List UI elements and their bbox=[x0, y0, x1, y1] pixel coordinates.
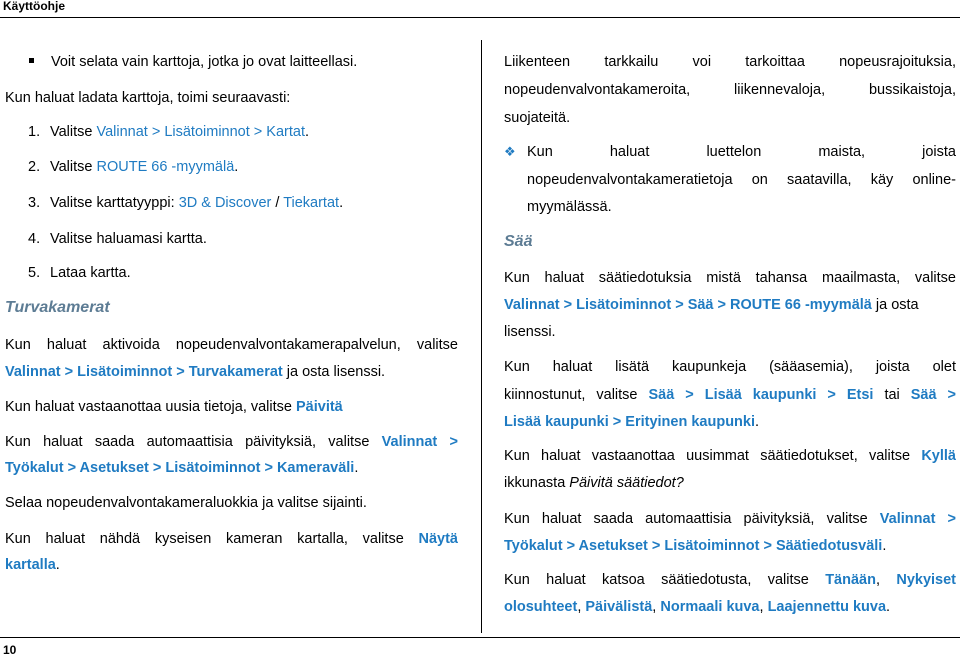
p5-line1: Kun haluat nähdä kyseisen kameran kartalla, valitse Näytä bbox=[5, 531, 458, 547]
section-title-saa: Sää bbox=[504, 233, 533, 250]
p4: Selaa nopeudenvalvontakameraluokkia ja valitse sijainti. bbox=[5, 495, 367, 511]
p3-line1: Kun haluat saada automaattisia päivityksiä, valitse Valinnat > bbox=[5, 434, 458, 450]
w4-line1: Kun haluat saada automaattisia päivityksiä, valitse Valinnat > bbox=[504, 511, 956, 527]
tip-line2: nopeudenvalvontakameratietoja on saatavilla, käy online- bbox=[527, 172, 956, 188]
section-title-turvakamerat: Turvakamerat bbox=[5, 299, 110, 316]
w3-line1: Kun haluat vastaanottaa uusimmat säätiedotukset, valitse Kyllä bbox=[504, 448, 956, 464]
p5-line2: kartalla. bbox=[5, 557, 60, 573]
page-number: 10 bbox=[3, 643, 17, 657]
step-2: 2. Valitse ROUTE 66 -myymälä. bbox=[28, 159, 239, 175]
step-3: 3. Valitse karttatyyppi: 3D & Discover / Tiekartat. bbox=[28, 195, 344, 211]
w2-line1: Kun haluat lisätä kaupunkeja (sääasemia), joista olet bbox=[504, 359, 956, 375]
tip-diamond-icon: ❖ bbox=[504, 144, 516, 159]
header-rule bbox=[0, 17, 960, 18]
p1-line1: Kun haluat aktivoida nopeudenvalvontakamerapalvelun, valitse bbox=[5, 337, 458, 353]
w2-line2: kiinnostunut, valitse Sää > Lisää kaupunki > Etsi tai Sää > bbox=[504, 387, 957, 403]
square-bullet-icon bbox=[29, 58, 34, 63]
p1-line2: Valinnat > Lisätoiminnot > Turvakamerat ja osta lisenssi. bbox=[5, 364, 386, 380]
w1-line3: lisenssi. bbox=[504, 324, 556, 340]
w2-line3: Lisää kaupunki > Erityinen kaupunki. bbox=[504, 414, 760, 430]
r1-line1: Liikenteen tarkkailu voi tarkoittaa nopeusrajoituksia, bbox=[504, 54, 956, 70]
footer-rule bbox=[0, 637, 960, 638]
r1-line3: suojateitä. bbox=[504, 110, 571, 126]
p2: Kun haluat vastaanottaa uusia tietoja, valitse Päivitä bbox=[5, 399, 343, 415]
step-5: 5. Lataa kartta. bbox=[28, 265, 131, 281]
load-intro: Kun haluat ladata karttoja, toimi seuraavasti: bbox=[5, 90, 291, 106]
w1-line1: Kun haluat säätiedotuksia mistä tahansa maailmasta, valitse bbox=[504, 270, 956, 286]
w4-line2: Työkalut > Asetukset > Lisätoiminnot > Säätiedotusväli. bbox=[504, 538, 887, 554]
document-header: Käyttöohje bbox=[3, 0, 66, 13]
r1-line2: nopeudenvalvontakameroita, liikennevaloja, bussikaistoja, bbox=[504, 82, 956, 98]
column-divider bbox=[481, 40, 482, 633]
step-1: 1. Valitse Valinnat > Lisätoiminnot > Kartat. bbox=[28, 124, 310, 140]
tip-line1: Kun haluat luettelon maista, joista bbox=[527, 144, 956, 160]
bullet-item: Voit selata vain karttoja, jotka jo ovat laitteellasi. bbox=[29, 52, 357, 72]
w3-line2: ikkunasta Päivitä säätiedot? bbox=[504, 475, 684, 491]
tip-line3: myymälässä. bbox=[527, 199, 612, 215]
w5-line2: olosuhteet, Päivälistä, Normaali kuva, Laajennettu kuva. bbox=[504, 599, 891, 615]
w5-line1: Kun haluat katsoa säätiedotusta, valitse Tänään, Nykyiset bbox=[504, 572, 956, 588]
p3-line2: Työkalut > Asetukset > Lisätoiminnot > Kameraväli. bbox=[5, 460, 359, 476]
w1-line2: Valinnat > Lisätoiminnot > Sää > ROUTE 66 -myymälä ja osta bbox=[504, 297, 919, 313]
step-4: 4. Valitse haluamasi kartta. bbox=[28, 231, 207, 247]
